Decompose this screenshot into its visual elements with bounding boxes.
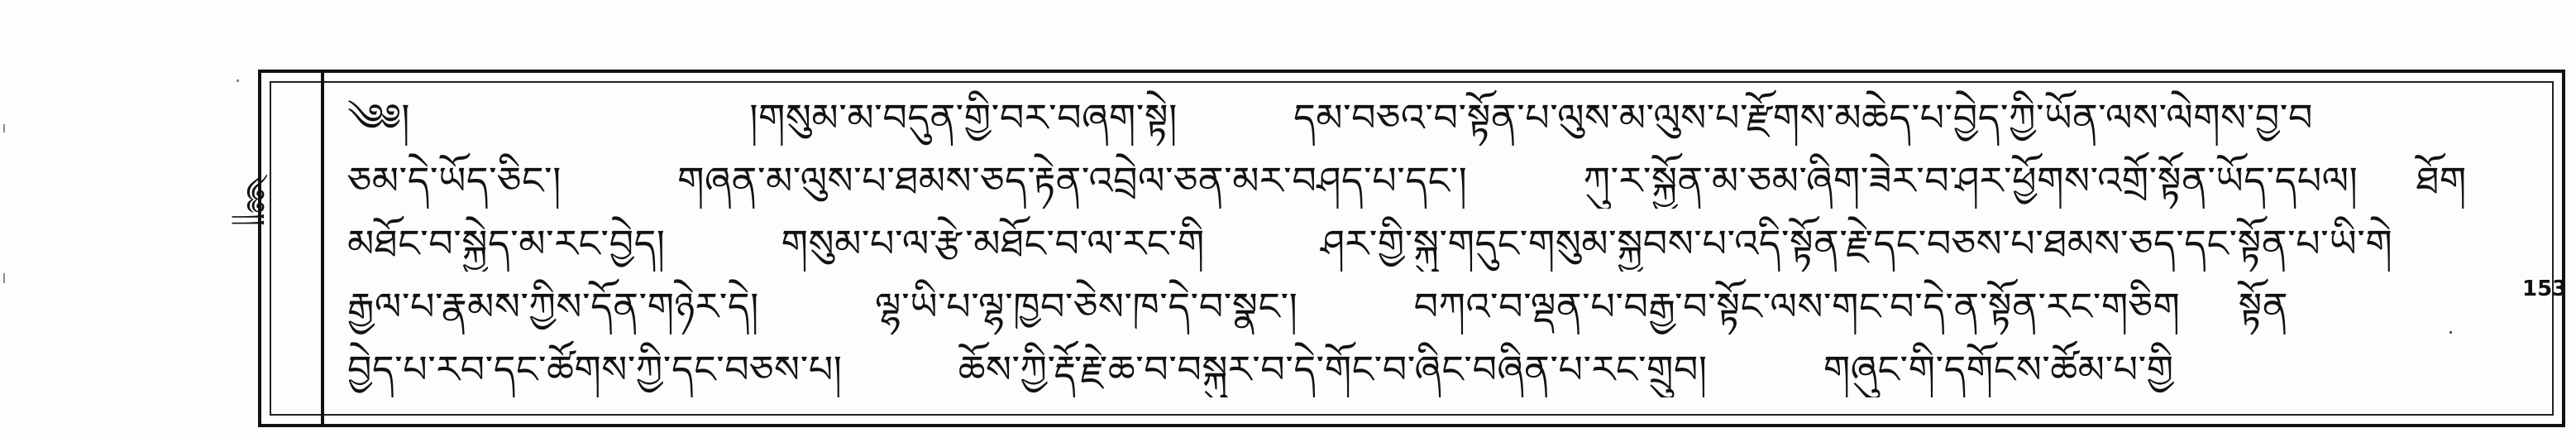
text-line-4 bbox=[347, 278, 2547, 334]
text-line-1 bbox=[347, 89, 2547, 146]
line-2-segment-3: ཀུ་ར་སྐྱོན་མ་ཅམ་ཞིག་ཟེར་བ་ཤར་ཕྱོགས་འགྲོ་སྟོན་ཡོད་དཔལ། bbox=[1583, 158, 2359, 203]
line-2-segment-4: ཐོག bbox=[2416, 158, 2467, 203]
page-number: 153 bbox=[2522, 277, 2568, 301]
margin-tick bbox=[2449, 331, 2452, 334]
line-3-segment-3: ཤར་གྱི་སྐུ་གདུང་གསུམ་སྐྱབས་པ་འདི་སྟོན་རྗེ་དང་བཅས་པ་ཐམས་ཅད་དང་སྟོན་པ་ཡི་གེ bbox=[1320, 221, 2393, 266]
text-line-5 bbox=[347, 341, 2547, 397]
text-line-3 bbox=[347, 215, 2547, 272]
line-2-segment-2: གཞན་མ་ལུས་པ་ཐམས་ཅད་རྟེན་འབྲེལ་ཅན་མར་བཤད་པ་དང་། bbox=[677, 158, 1468, 203]
text-block bbox=[347, 89, 2547, 421]
line-4-segment-1: རྒྱལ་པ་རྣམས་ཀྱིས་དོན་གཉེར་དེ། bbox=[347, 284, 759, 329]
marginal-title: ༄༅།། bbox=[237, 174, 270, 226]
line-5-segment-3: གཞུང་གི་དགོངས་ཚོམ་པ་གྱི bbox=[1823, 347, 2174, 392]
line-1-segment-2: །གསུམ་མ་བདུན་གྱི་བར་བཞག་སྟེ། bbox=[749, 95, 1178, 140]
line-1-segment-1: ༄༅། bbox=[347, 95, 411, 140]
scan-speck bbox=[3, 273, 5, 283]
left-margin-panel bbox=[258, 70, 324, 427]
line-4-segment-3: བཀའ་བ་ལྡན་པ་བརྒྱ་བ་སྟོང་ལས་གང་བ་དེ་ན་སྟོན་རང་གཅིག bbox=[1413, 284, 2181, 329]
line-3-segment-1: མཐོང་བ་སྐྱེད་མ་རང་བྱེད། bbox=[347, 221, 666, 266]
line-5-segment-1: བྱེད་པ་རབ་དང་ཚོགས་ཀྱི་དང་བཅས་པ། bbox=[347, 347, 843, 392]
scan-speck bbox=[237, 79, 239, 82]
line-4-segment-4: སྟོན bbox=[2238, 284, 2289, 329]
line-2-segment-1: ཅམ་དེ་ཡོད་ཅིང་། bbox=[347, 158, 562, 203]
line-4-segment-2: ལྷ་ཡི་པ་ལྷ་ཁྱབ་ཅེས་ཁ་དེ་བ་སྣང་། bbox=[875, 284, 1298, 329]
text-line-2 bbox=[347, 152, 2547, 209]
line-5-segment-2: ཆོས་ཀྱི་རྡོ་རྗེ་ཆ་བ་བསྐུར་བ་དེ་གོང་བ་ཞིང་བཞིན་པ་རང་གྲུབ། bbox=[958, 347, 1708, 392]
scan-speck bbox=[3, 124, 5, 132]
line-3-segment-2: གསུམ་པ་ལ་རྩེ་མཐོང་བ་ལ་རང་གི bbox=[781, 221, 1205, 266]
line-1-segment-3: དམ་བཅའ་བ་སྟོན་པ་ལུས་མ་ལུས་པ་རྫོགས་མཆེད་པ་བྱེད་ཀྱི་ཡོན་ལས་ལེགས་བྱ་བ bbox=[1293, 95, 2313, 140]
